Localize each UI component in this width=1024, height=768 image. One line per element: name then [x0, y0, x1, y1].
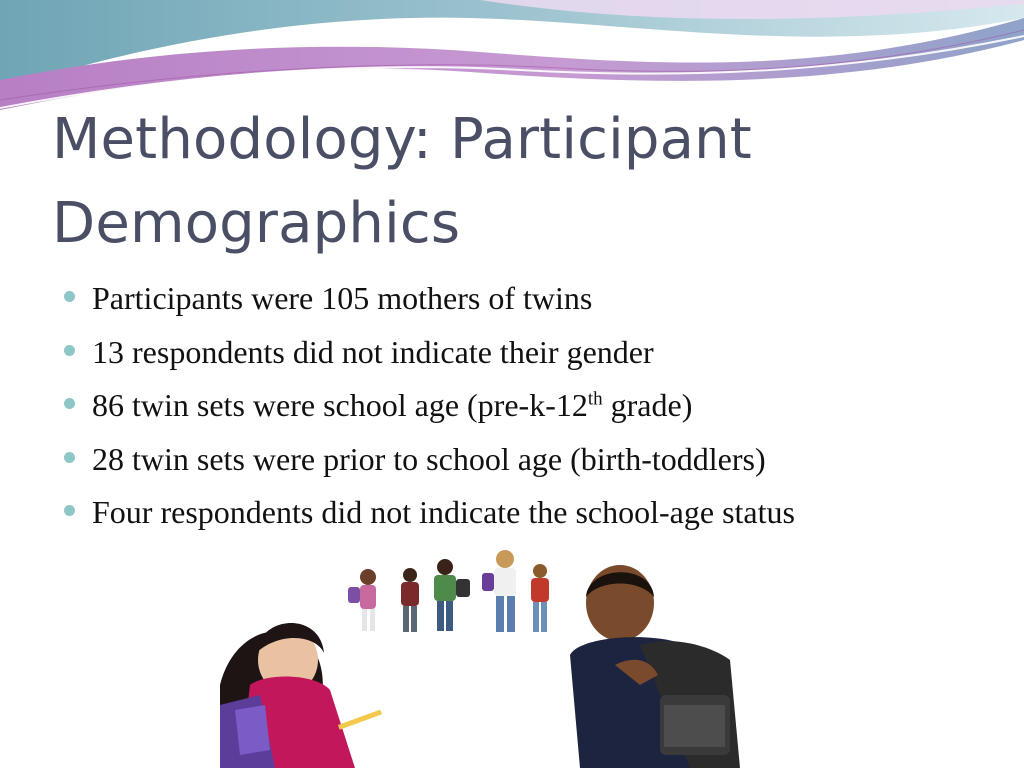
bullet-item — [64, 437, 964, 481]
bullet-text: Four respondents did not indicate the school-age status — [92, 494, 795, 530]
bullet-text: Participants were 105 mothers of twins — [92, 280, 593, 316]
bullet-list — [64, 276, 964, 544]
title-line-1: Methodology: Participant — [52, 107, 752, 172]
bullet-text: 13 respondents did not indicate their gender — [92, 333, 654, 370]
slide-title — [52, 98, 972, 266]
bullet-text: 28 twin sets were prior to school age (birth-toddlers) — [92, 440, 766, 477]
bullet-dot-icon — [64, 291, 75, 302]
bullet-dot-icon — [64, 505, 75, 516]
bullet-dot-icon — [64, 398, 75, 409]
bullet-dot-icon — [64, 452, 75, 463]
bullet-text-continued: grade) — [602, 387, 693, 423]
bullet-item — [64, 330, 964, 374]
bullet-item — [64, 383, 964, 427]
bullet-item — [64, 276, 964, 320]
title-line-2: Demographics — [52, 191, 461, 256]
bullet-text: 86 twin sets were school age (pre-k-12 — [92, 387, 588, 423]
bullet-dot-icon — [64, 345, 75, 356]
children-with-backpacks-photo — [220, 535, 745, 768]
bullet-superscript: th — [587, 388, 603, 410]
bullet-item — [64, 490, 964, 534]
